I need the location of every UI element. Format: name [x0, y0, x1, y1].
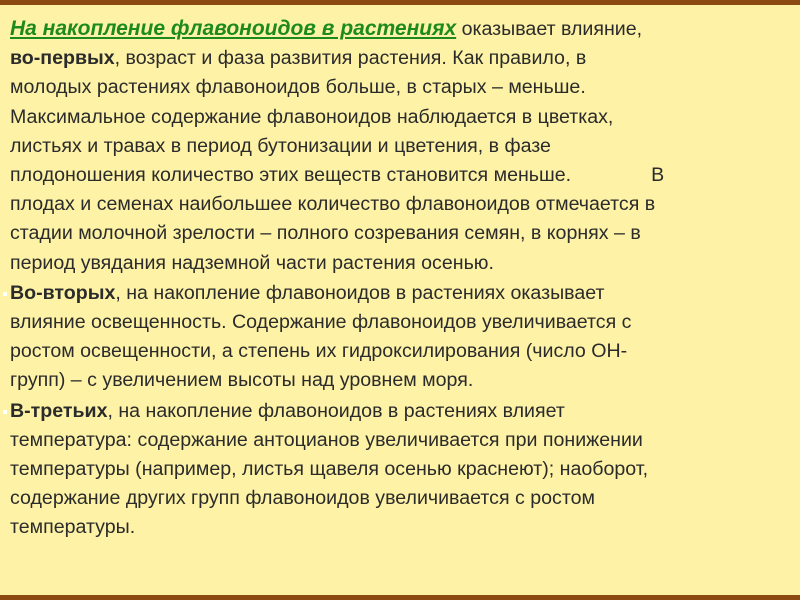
slide-content [0, 14, 800, 543]
paragraph-line [10, 397, 794, 426]
paragraph-line: Максимальное содержание флавоноидов наблюдается в цветках, [10, 105, 614, 128]
bottom-accent-bar [0, 595, 800, 600]
paragraph-line: температуры (например, листья щавеля осенью краснеют); наоборот, [10, 458, 649, 481]
paragraph-line: содержание других групп флавоноидов увеличивается с ростом [10, 487, 595, 510]
paragraph-line: групп) – с увеличением высоты над уровнем моря. [10, 369, 474, 392]
paragraph-second-factor [0, 279, 800, 396]
line-text: , возраст и фаза развития растения. Как правило, в [114, 47, 587, 70]
paragraph-line: ростом освещенности, а степень их гидроксилирования (число OH- [10, 340, 628, 363]
top-accent-bar [0, 0, 800, 5]
line-text: плодоношения количество этих веществ становится меньше. [10, 164, 572, 187]
paragraph-line: период увядания надземной части растения осенью. [10, 251, 494, 274]
line-text: , на накопление флавоноидов в растениях оказывает [115, 281, 605, 304]
paragraph-line: температура: содержание антоцианов увеличивается при понижении [10, 428, 643, 451]
lead-word-first: во-первых [10, 47, 115, 70]
paragraph-third-factor [0, 397, 800, 543]
paragraph-first-factor [0, 14, 800, 278]
paragraph-line: листьях и травах в период бутонизации и цветения, в фазе [10, 134, 551, 157]
paragraph-line: температуры. [10, 516, 136, 539]
slide-title: На накопление флавоноидов в растениях [10, 17, 457, 40]
lead-word-second: Во-вторых [10, 281, 116, 304]
bullet-square-icon [3, 410, 7, 414]
lead-word-third: В-третьих [10, 399, 108, 422]
paragraph-line [10, 44, 794, 73]
paragraph-line: стадии молочной зрелости – полного созревания семян, в корнях – в [10, 222, 641, 245]
title-continuation: оказывает влияние, [456, 18, 643, 40]
line-text: В [651, 164, 665, 187]
paragraph-line [10, 279, 794, 308]
paragraph-line: молодых растениях флавоноидов больше, в старых – меньше. [10, 76, 586, 99]
bullet-square-icon [3, 292, 7, 296]
paragraph-line [10, 14, 794, 44]
paragraph-line [10, 161, 794, 190]
line-text: , на накопление флавоноидов в растениях влияет [107, 399, 565, 422]
paragraph-line: влияние освещенность. Содержание флавоноидов увеличивается с [10, 311, 632, 334]
paragraph-line: плодах и семенах наибольшее количество флавоноидов отмечается в [10, 193, 656, 216]
